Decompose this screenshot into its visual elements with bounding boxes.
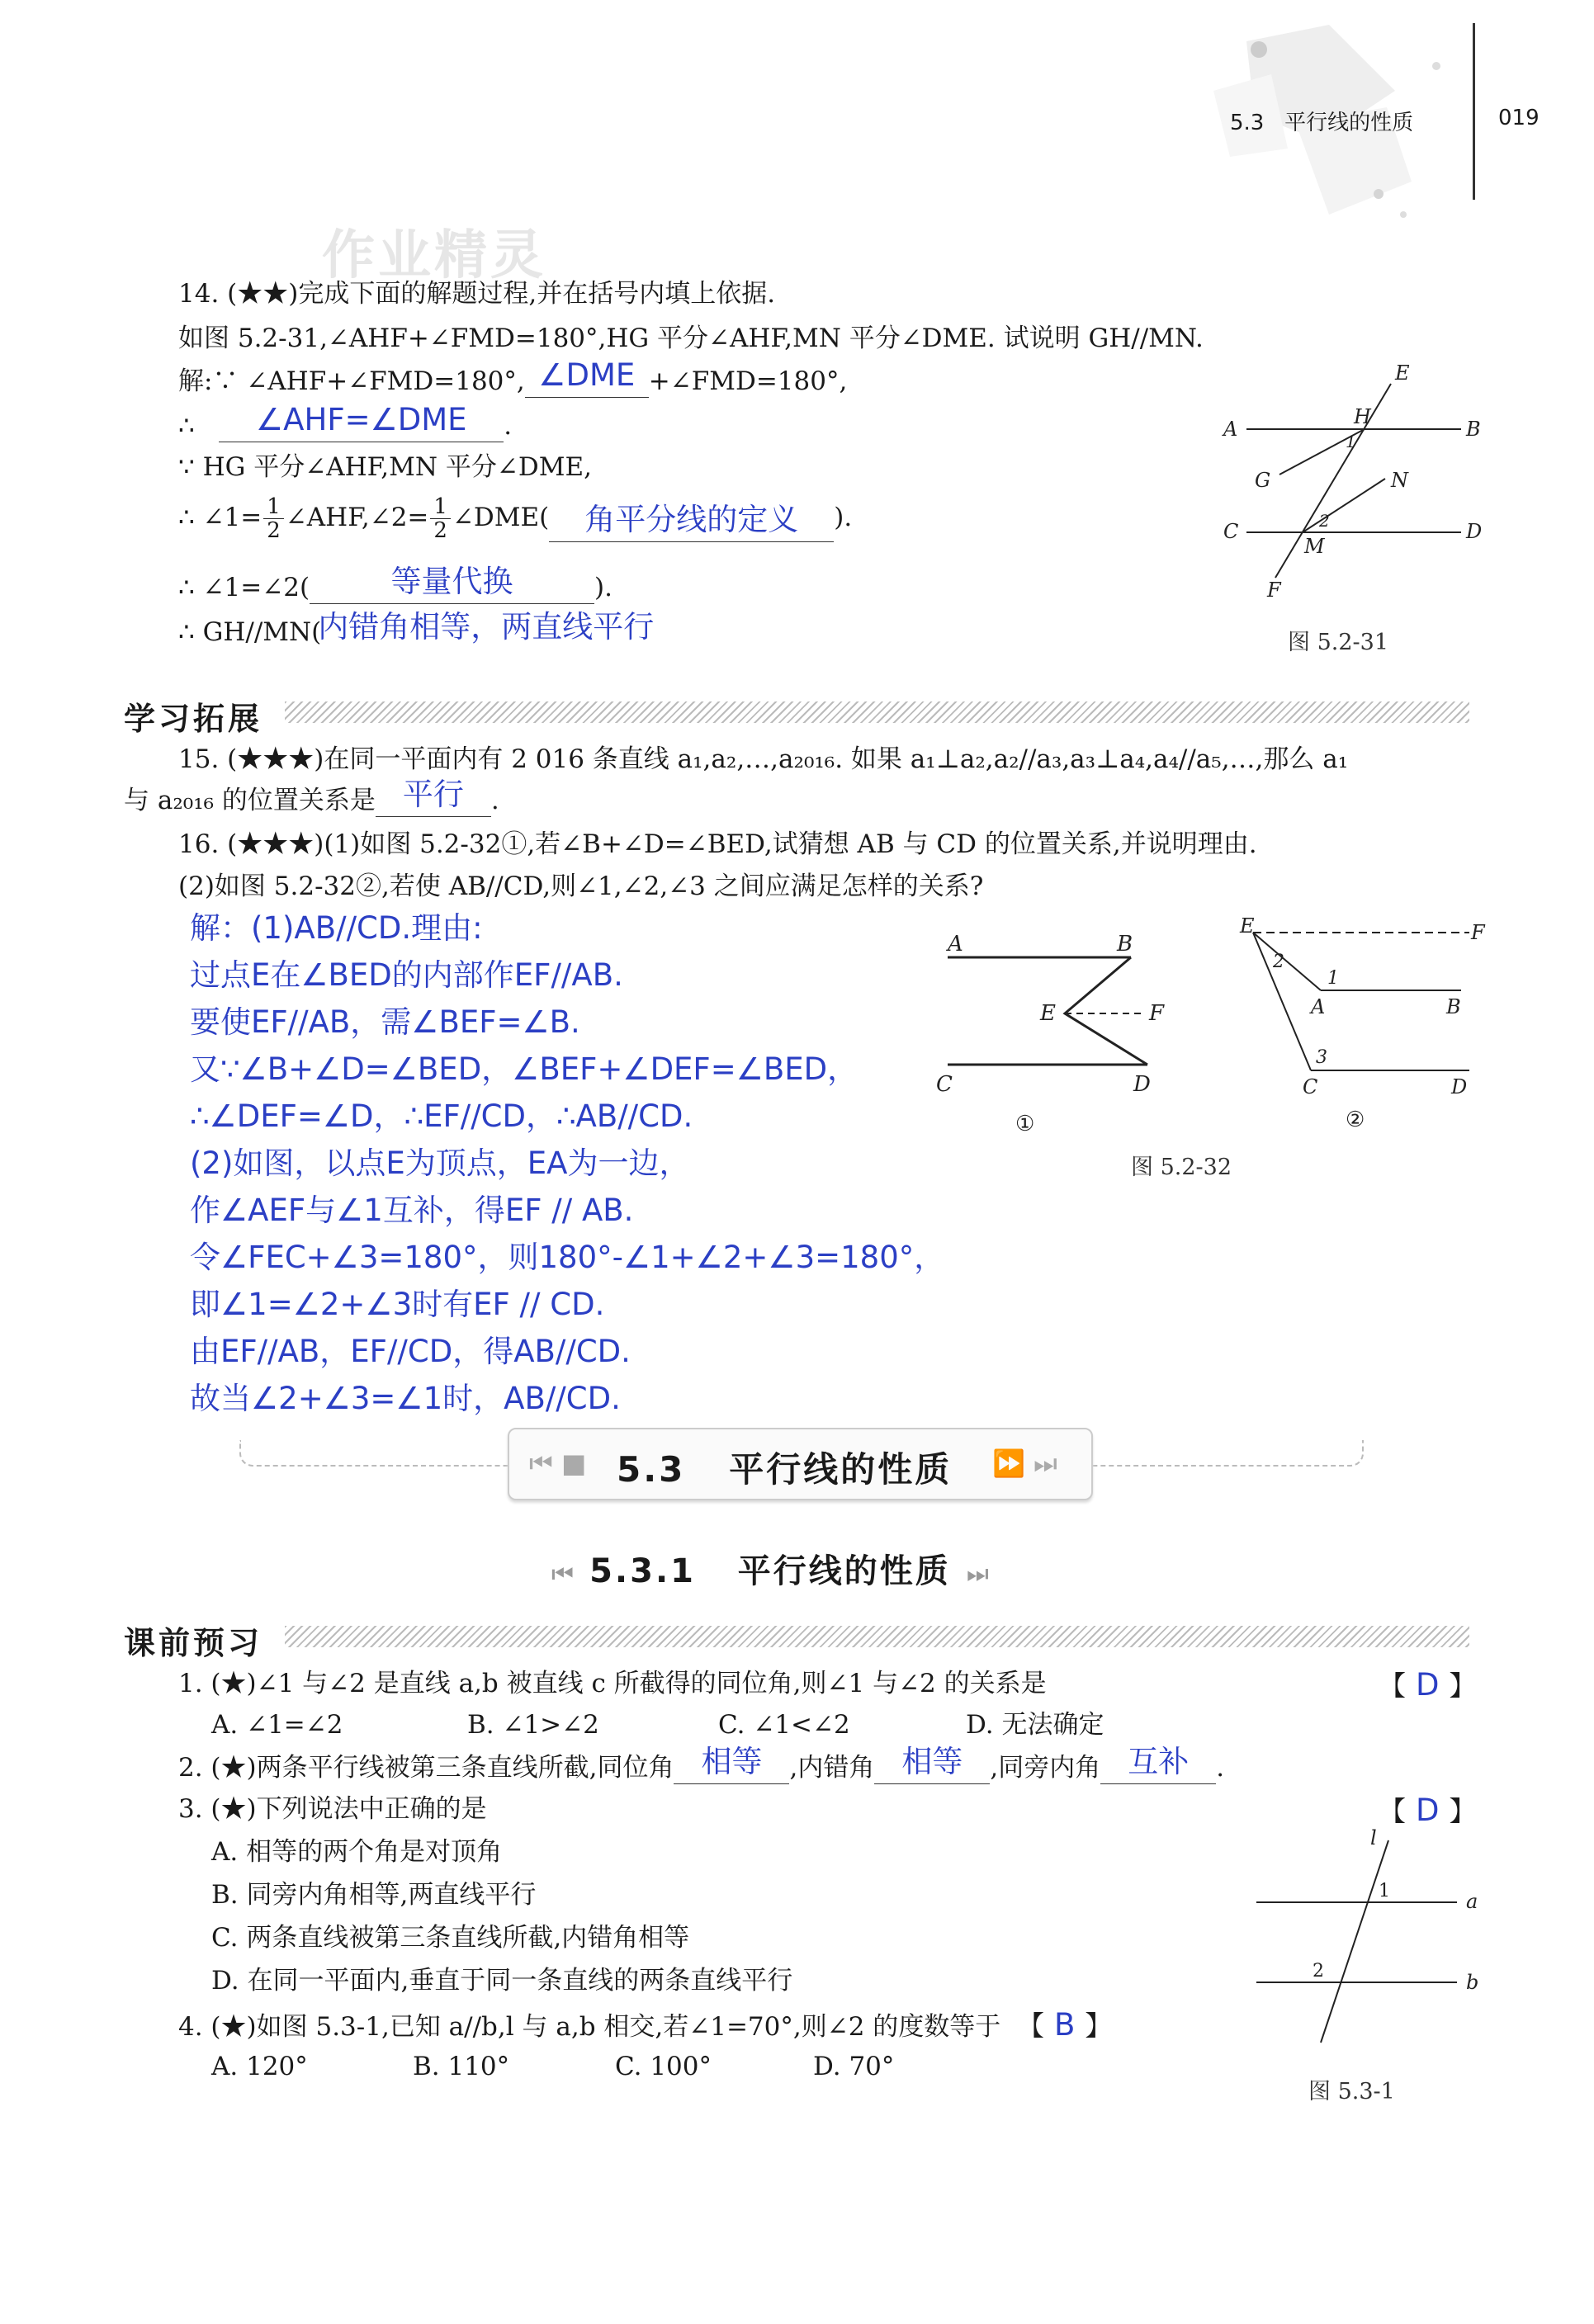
q4-option[interactable]: D. 70° <box>813 2052 895 2081</box>
solution-line: 解：(1)AB//CD.理由: <box>190 910 483 946</box>
figure-5-2-31 <box>1222 355 1486 660</box>
q4-answer: B <box>1054 2007 1076 2043</box>
svg-text:G: G <box>1255 469 1271 492</box>
sub-right-nav: ⏭ <box>966 1560 989 1589</box>
svg-text:C: C <box>1223 520 1239 543</box>
svg-text:F: F <box>1149 1001 1165 1026</box>
q14-line1: 解:∵ ∠AHF+∠FMD=180°, ∠DME +∠FMD=180°, <box>178 357 848 396</box>
ray-mn <box>1303 479 1385 532</box>
solution-line: 又∵∠B+∠D=∠BED，∠BEF+∠DEF=∠BED， <box>190 1051 858 1087</box>
q3-answer: D <box>1416 1793 1440 1828</box>
q4-stem: 4. (★)如图 5.3-1,已知 a//b,l 与 a,b 相交,若∠1=70°,则∠2 的度数等于 【 B 】 <box>178 2007 1113 2043</box>
blank-l4[interactable] <box>549 502 834 542</box>
svg-text:B: B <box>1117 932 1133 957</box>
svg-text:E: E <box>1240 914 1255 938</box>
svg-text:2: 2 <box>1313 1961 1324 1982</box>
answer-q15: 平行 <box>402 777 464 812</box>
svg-text:A: A <box>1223 418 1238 441</box>
banner-dash-right <box>1090 1440 1364 1467</box>
svg-text:B: B <box>1466 418 1481 441</box>
blank-l2[interactable] <box>219 402 504 442</box>
fig-caption-5-2-32: 图 5.2-32 <box>1131 1155 1232 1180</box>
solution-line: 令∠FEC+∠3=180°，则180°-∠1+∠2+∠3=180°， <box>190 1240 945 1275</box>
q14-given: 如图 5.2-31,∠AHF+∠FMD=180°,HG 平分∠AHF,MN 平分∠DME. 试说明 GH//MN. <box>178 324 1204 353</box>
solution-line: 要使EF//AB，需∠BEF=∠B. <box>190 1004 580 1040</box>
svg-text:D: D <box>1451 1075 1468 1098</box>
q14-line6: ∴ GH//MN( 内错角相等，两直线平行 <box>178 609 655 647</box>
section-banner <box>508 1428 1093 1500</box>
svg-text:D: D <box>1466 520 1483 543</box>
svg-text:A: A <box>948 932 963 957</box>
answer-q2c: 互补 <box>1128 1744 1190 1779</box>
q3-bracket: 【 D 】 <box>1379 1793 1477 1828</box>
section-hatch <box>285 1626 1469 1647</box>
figure-5-3-1 <box>1246 1824 1486 2063</box>
solution-line: 过点E在∠BED的内部作EF//AB. <box>190 957 623 993</box>
q1-answer: D <box>1416 1667 1440 1703</box>
q3-option[interactable]: D. 在同一平面内,垂直于同一条直线的两条直线平行 <box>211 1966 793 1996</box>
svg-text:F: F <box>1471 921 1485 944</box>
section-title: 平行线的性质 <box>1284 111 1414 135</box>
q3-option[interactable]: C. 两条直线被第三条直线所截,内错角相等 <box>211 1923 690 1953</box>
running-head <box>1230 106 1413 136</box>
q14-line3: ∵ HG 平分∠AHF,MN 平分∠DME, <box>178 452 592 482</box>
section-hatch <box>285 701 1469 723</box>
svg-text:l: l <box>1370 1826 1377 1849</box>
svg-text:1: 1 <box>1327 968 1339 989</box>
solution-line: (2)如图，以点E为顶点，EA为一边， <box>190 1145 690 1181</box>
svg-text:E: E <box>1040 1001 1056 1026</box>
answer-q2a: 相等 <box>701 1744 763 1779</box>
svg-text:N: N <box>1391 469 1408 492</box>
banner-title: 5.3 平行线的性质 <box>617 1449 953 1490</box>
q1-option[interactable]: D. 无法确定 <box>966 1710 1104 1740</box>
solution-line: 即∠1=∠2+∠3时有EF // CD. <box>190 1287 605 1322</box>
fig-caption-5-3-1: 图 5.3-1 <box>1308 2079 1395 2104</box>
svg-text:E: E <box>1395 361 1410 385</box>
svg-text:b: b <box>1466 1971 1479 1994</box>
answer-q2b: 相等 <box>901 1744 963 1779</box>
answer-l1: ∠DME <box>538 357 636 393</box>
watermark: 作业精灵 <box>322 225 546 286</box>
svg-text:C: C <box>1303 1075 1318 1098</box>
section-number: 5.3 <box>1230 111 1265 135</box>
line-ea <box>1253 933 1321 990</box>
answer-l6: 内错角相等，两直线平行 <box>318 609 655 645</box>
solution-line: 故当∠2+∠3=∠1时，AB//CD. <box>190 1381 621 1416</box>
q4-option[interactable]: A. 120° <box>211 2052 308 2081</box>
svg-text:H: H <box>1354 405 1371 428</box>
banner-left-nav: ⏮ ■ <box>529 1448 587 1479</box>
q14-line5: ∴ ∠1=∠2( 等量代换 ). <box>178 564 613 602</box>
line-ef <box>1275 384 1391 578</box>
fig-caption-5-2-31: 图 5.2-31 <box>1288 630 1389 655</box>
svg-text:D: D <box>1133 1072 1151 1097</box>
blank-q2b[interactable] <box>874 1744 990 1784</box>
sub-left-nav: ⏮ <box>551 1560 574 1589</box>
banner-right-nav: ⏩ ⏭ <box>992 1448 1057 1479</box>
svg-text:1: 1 <box>1346 432 1356 451</box>
svg-text:B: B <box>1446 995 1461 1018</box>
q4-option[interactable]: C. 100° <box>615 2052 712 2081</box>
q14-line4: ∴ ∠1= $\frac{1}{2}$ ∠AHF,∠2= $\frac{1}{2}$ ∠DME( 角平分线的定义 ). <box>178 494 853 543</box>
svg-text:M: M <box>1304 535 1325 558</box>
q15-line1: 15. (★★★)在同一平面内有 2 016 条直线 a₁,a₂,…,a₂₀₁₆. 如果 a₁⊥a₂,a₂//a₃,a₃⊥a₄,a₄//a₅,…,那么 a₁ <box>178 744 1349 774</box>
answer-l2: ∠AHF=∠DME <box>256 402 467 437</box>
fraction-half: $\frac{1}{2}$ <box>263 495 284 542</box>
q1-option[interactable]: B. ∠1>∠2 <box>467 1710 599 1740</box>
fraction-half: $\frac{1}{2}$ <box>430 495 451 542</box>
figure-5-2-32-1 <box>925 924 1205 1139</box>
svg-text:3: 3 <box>1316 1047 1327 1068</box>
sub-title: 5.3.1 平行线的性质 <box>589 1552 951 1590</box>
solution-line: ∴∠DEF=∠D，∴EF//CD，∴AB//CD. <box>190 1098 693 1134</box>
q3-option[interactable]: B. 同旁内角相等,两直线平行 <box>211 1880 537 1910</box>
fig2-label: ② <box>1346 1108 1365 1132</box>
page-number: 019 <box>1498 106 1540 130</box>
svg-text:a: a <box>1466 1890 1478 1913</box>
q16-line1: 16. (★★★)(1)如图 5.2-32①,若∠B+∠D=∠BED,试猜想 AB 与 CD 的位置关系,并说明理由. <box>178 829 1257 859</box>
svg-text:A: A <box>1311 995 1326 1018</box>
solution-line: 作∠AEF与∠1互补，得EF // AB. <box>190 1193 634 1228</box>
line-bed <box>1065 957 1147 1065</box>
q2-line: 2. (★)两条平行线被第三条直线所截,同位角 相等 ,内错角 相等 ,同旁内角 互补 . <box>178 1744 1225 1783</box>
svg-text:C: C <box>936 1072 953 1097</box>
subsection-heading <box>551 1545 989 1592</box>
q3-option[interactable]: A. 相等的两个角是对顶角 <box>211 1837 503 1867</box>
answer-l5: 等量代换 <box>390 564 513 599</box>
blank-q2a[interactable] <box>674 1744 789 1784</box>
svg-text:2: 2 <box>1319 511 1330 531</box>
q16-solution <box>190 905 944 1422</box>
q3-stem: 3. (★)下列说法中正确的是 <box>178 1794 487 1824</box>
blank-q15[interactable] <box>376 777 491 817</box>
answer-l4: 角平分线的定义 <box>584 502 799 537</box>
solution-line: 由EF//AB，EF//CD，得AB//CD. <box>190 1334 631 1369</box>
q1-stem: 1. (★)∠1 与∠2 是直线 a,b 被直线 c 所截得的同位角,则∠1 与∠2 的关系是 <box>178 1669 1047 1698</box>
figure-5-2-32-2 <box>1230 908 1494 1139</box>
q14-stem: 14. (★★)完成下面的解题过程,并在括号内填上依据. <box>178 279 776 309</box>
banner-dash-left <box>239 1440 513 1467</box>
blank-q2c[interactable] <box>1100 1744 1216 1784</box>
svg-text:F: F <box>1267 579 1281 602</box>
header-rule <box>1473 23 1475 200</box>
q4-option[interactable]: B. 110° <box>413 2052 510 2081</box>
q1-option[interactable]: A. ∠1=∠2 <box>211 1710 343 1740</box>
blank-l1[interactable] <box>525 357 649 398</box>
q14-line2: ∴ ∠AHF=∠DME . <box>178 402 513 441</box>
q1-bracket: 【 D 】 <box>1379 1667 1477 1703</box>
fig1-label: ① <box>1015 1112 1035 1136</box>
line-l <box>1321 1840 1388 2043</box>
q16-line2: (2)如图 5.2-32②,若使 AB//CD,则∠1,∠2,∠3 之间应满足怎样的关系? <box>178 872 984 901</box>
svg-text:2: 2 <box>1273 952 1284 972</box>
section-heading-preview: 课前预习 <box>124 1625 263 1661</box>
q1-option[interactable]: C. ∠1<∠2 <box>718 1710 850 1740</box>
svg-text:1: 1 <box>1379 1881 1390 1901</box>
section-heading-expand: 学习拓展 <box>124 701 263 737</box>
q15-line2: 与 a₂₀₁₆ 的位置关系是 平行 . <box>124 777 499 815</box>
